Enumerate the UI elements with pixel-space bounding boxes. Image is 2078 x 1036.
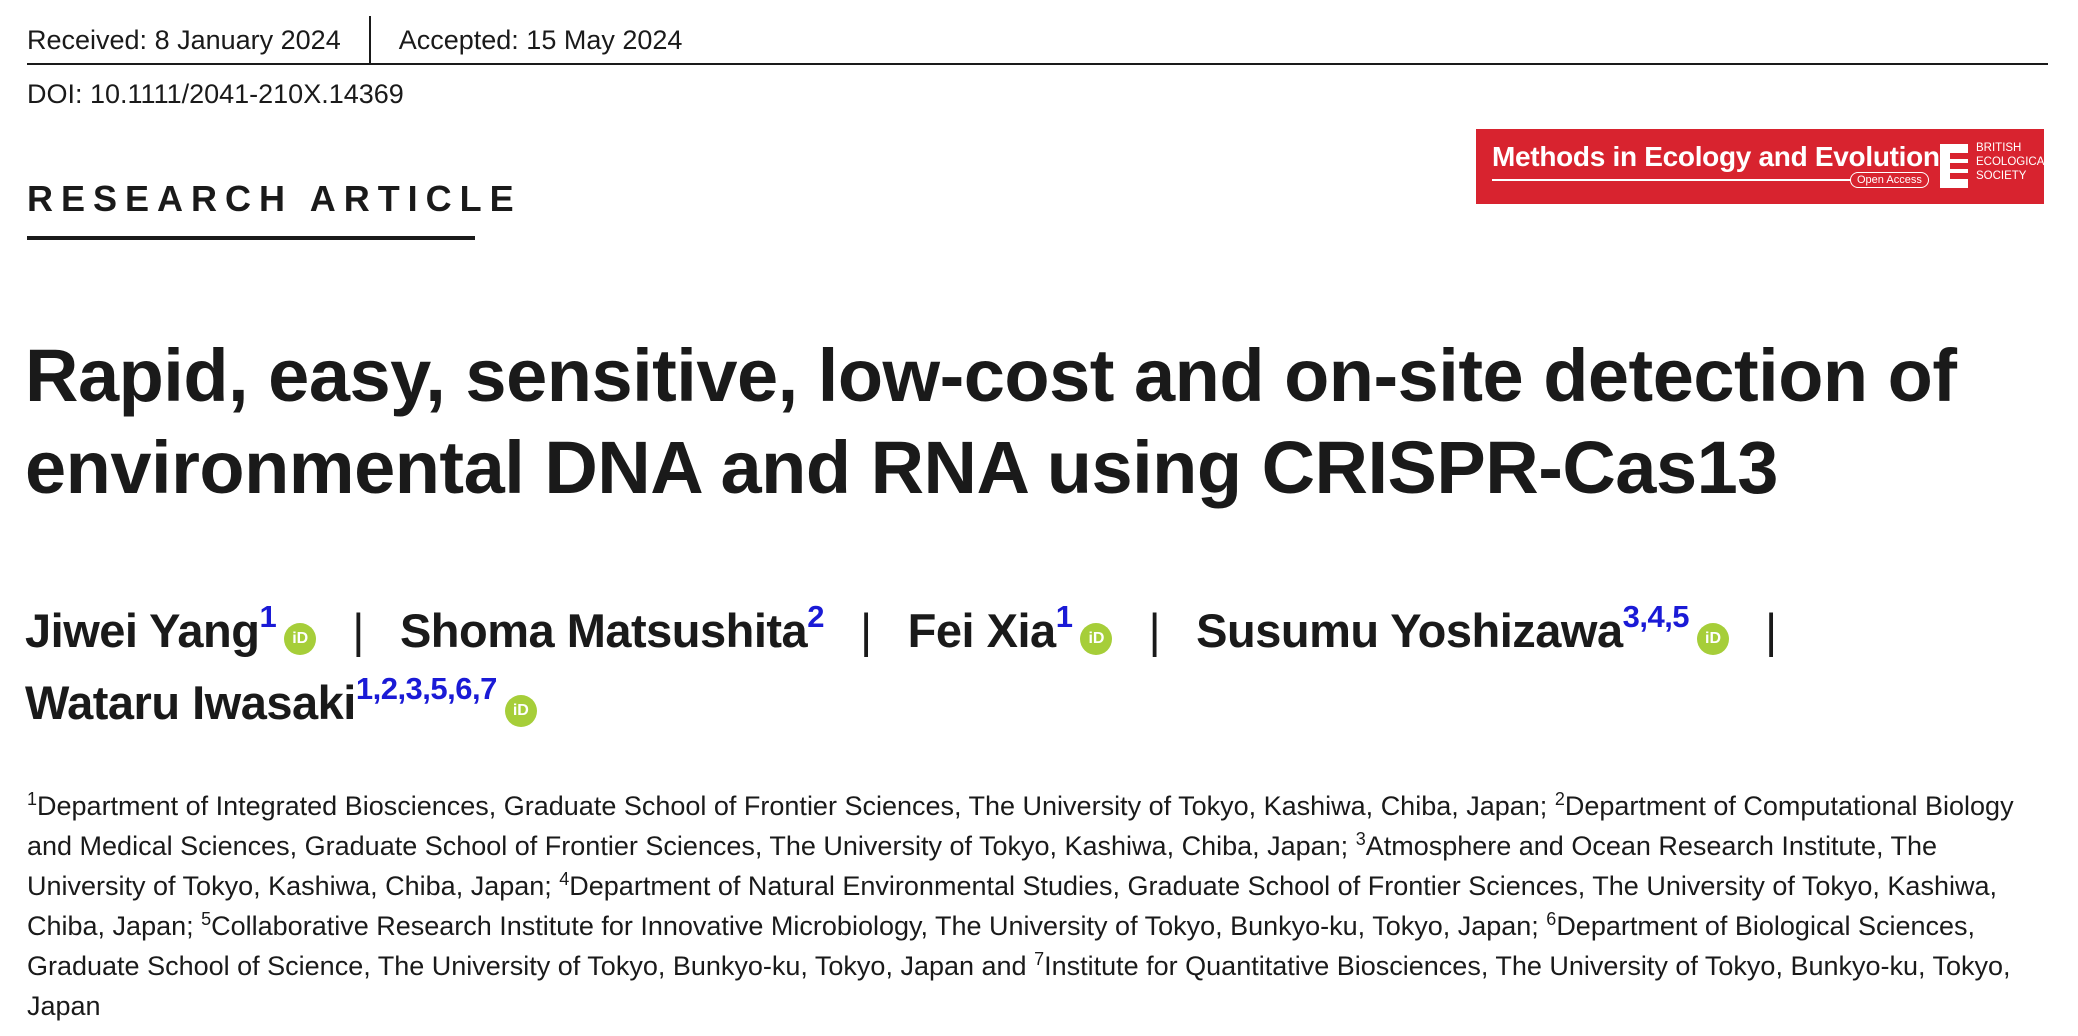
article-dates (27, 16, 682, 64)
orcid-icon[interactable]: iD (284, 623, 316, 655)
affiliation-ref[interactable]: 1,2,3,5,6,7 (355, 671, 497, 706)
orcid-icon[interactable]: iD (1080, 623, 1112, 655)
article-type-underline (27, 236, 475, 240)
affiliation-5: Collaborative Research Institute for Innovative Microbiology, The University of Tokyo, Bunkyo-ku, Tokyo, Japan; (211, 911, 1547, 941)
author-susumu-yoshizawa[interactable]: Susumu Yoshizawa$^{3,4,5}$iD (1196, 604, 1729, 657)
society-name: BRITISH ECOLOGICAL SOCIETY (1976, 142, 2051, 182)
author-list (25, 595, 2025, 739)
affiliation-2: Department of Computational Biology and Medical Sciences, Graduate School of Frontier Sciences, The University of Tokyo, Kashiwa, Chiba, Japan; (27, 791, 2014, 861)
article-type-label: RESEARCH ARTICLE (27, 178, 522, 219)
affiliations: $^1$Department of Integrated Biosciences, Graduate School of Frontier Sciences, The University of Tokyo, Kashiwa, Chiba, Japan; $^2$Department of Computational Biology and Medical Sciences, Graduate School of Frontier Sciences, The University of Tokyo, Kashiwa, Chiba, Japan; $^3$Atmosphere and Ocean Research Institute, The University of Tokyo, Kashiwa, Chiba, Japan; $^4$Department of Natural Environmental Studies, Graduate School of Frontier Sciences, The University of Tokyo, Kashiwa, Chiba, Japan; $^5$Collaborative Research Institute for Innovative Microbiology, The University of Tokyo, Bunkyo-ku, Tokyo, Japan; $^6$Department of Biological Sciences, Graduate School of Science, The University of Tokyo, Bunkyo-ku, Tokyo, Japan and $^7$Institute for Quantitative Biosciences, The University of Tokyo, Bunkyo-ku, Tokyo, Japan (27, 789, 2014, 1021)
author-fei-xia[interactable]: Fei Xia$^1$iD (908, 604, 1113, 657)
journal-name: Methods in Ecology and Evolution (1492, 141, 1940, 172)
affiliation-ref[interactable]: 2 (807, 599, 824, 634)
affiliation-7: Institute for Quantitative Biosciences, The University of Tokyo, Bunkyo-ku, Tokyo, Japan (27, 951, 2011, 1021)
affiliation-4: Department of Natural Environmental Studies, Graduate School of Frontier Sciences, The University of Tokyo, Kashiwa, Chiba, Japan; (27, 871, 1997, 941)
affiliation-ref[interactable]: 3,4,5 (1622, 599, 1690, 634)
article-title: Rapid, easy, sensitive, low-cost and on-site detection of environmental DNA and RNA using CRISPR-Cas13 (25, 334, 1957, 509)
orcid-icon[interactable]: iD (1697, 623, 1729, 655)
journal-underline (1492, 179, 1877, 181)
author-separator: | (859, 604, 872, 657)
affiliation-3: Atmosphere and Ocean Research Institute, The University of Tokyo, Kashiwa, Chiba, Japan; (27, 831, 1938, 901)
doi[interactable]: DOI: 10.1111/2041-210X.14369 (27, 79, 404, 109)
date-divider (369, 16, 371, 64)
open-access-badge: Open Access (1850, 172, 1929, 188)
affiliation-6: Department of Biological Sciences, Graduate School of Science, The University of Tokyo, Bunkyo-ku, Tokyo, Japan and (27, 911, 1976, 981)
affiliation-ref[interactable]: 1 (1055, 599, 1073, 634)
author-separator: | (1765, 604, 1777, 657)
received-date: Received: 8 January 2024 (27, 25, 341, 55)
affiliation-ref[interactable]: 1 (259, 599, 277, 634)
author-jiwei-yang[interactable]: Jiwei Yang$^1$iD (25, 604, 316, 657)
accepted-date: Accepted: 15 May 2024 (398, 25, 683, 55)
bes-logo-icon (1940, 144, 1968, 188)
author-separator: | (352, 604, 364, 657)
author-separator: | (1148, 604, 1161, 657)
header-rule (27, 63, 2048, 65)
journal-logo[interactable] (1476, 129, 2051, 204)
orcid-icon[interactable]: iD (505, 695, 537, 727)
author-shoma-matsushita[interactable]: Shoma Matsushita$^2$ (399, 599, 824, 657)
affiliation-1: Department of Integrated Biosciences, Graduate School of Frontier Sciences, The University of Tokyo, Kashiwa, Chiba, Japan; (37, 791, 1555, 821)
author-wataru-iwasaki[interactable]: Wataru Iwasaki$^{1,2,3,5,6,7}$iD (25, 676, 537, 729)
